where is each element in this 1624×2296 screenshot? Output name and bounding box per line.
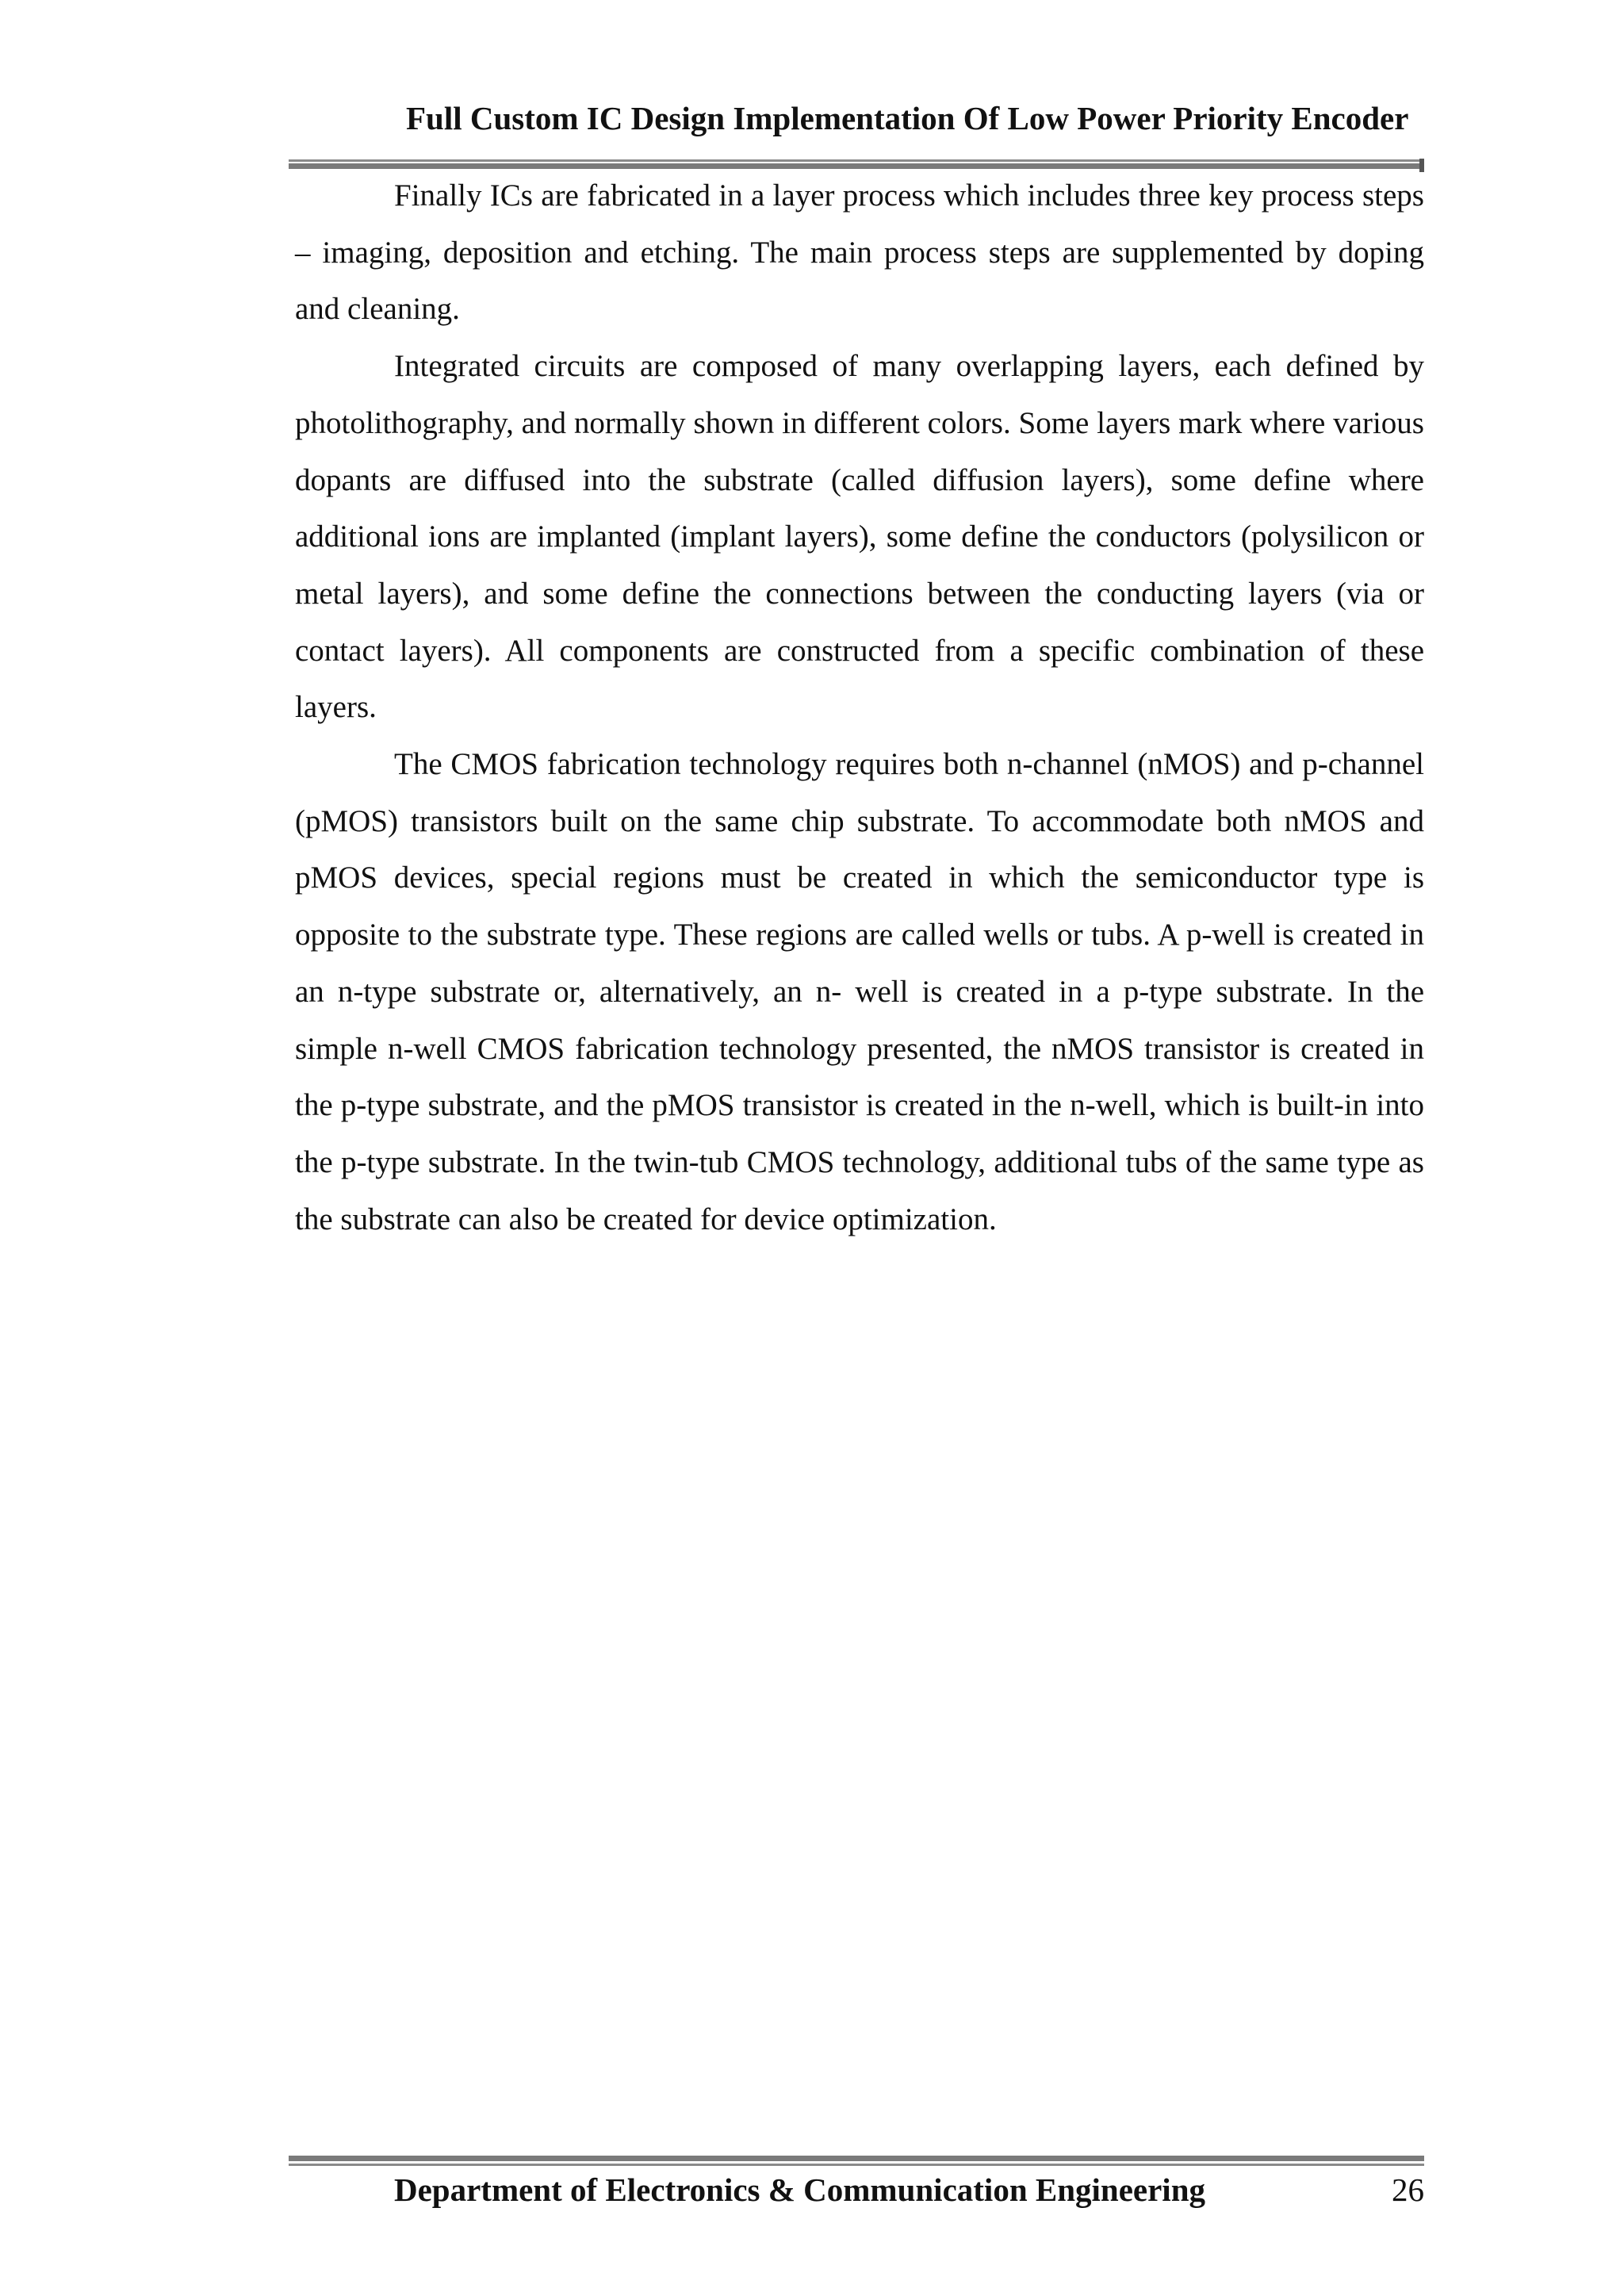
- paragraph-layers: Integrated circuits are composed of many overlapping layers, each defined by photolithography, and normally shown in different colors. Some layers mark where various dopants are diffused into the substrate (called diffusion layers), some define where additional ions are implanted (implant layers), some define the conductors (polysilicon or metal layers), and some define the connections between the conducting layers (via or contact layers). All components are constructed from a specific combination of these layers.: [295, 349, 1424, 725]
- header-title: Full Custom IC Design Implementation Of Low Power Priority Encoder: [406, 100, 1409, 136]
- header-rule-thin: [289, 159, 1424, 162]
- footer-rule-thick: [289, 2156, 1424, 2161]
- paragraph-fabrication-steps: Finally ICs are fabricated in a layer process which includes three key process steps – imaging, deposition and etching. The main process steps are supplemented by doping and cleaning.: [295, 178, 1424, 327]
- footer-department: Department of Electronics & Communication Engineering: [394, 2171, 1205, 2208]
- footer-rule-thin: [289, 2164, 1424, 2166]
- body-text: [295, 167, 1424, 1248]
- page-number: 26: [1392, 2171, 1424, 2208]
- paragraph-cmos-wells: The CMOS fabrication technology requires both n-channel (nMOS) and p-channel (pMOS) transistors built on the same chip substrate. To accommodate both nMOS and pMOS devices, special regions must be created in which the semiconductor type is opposite to the substrate type. These regions are called wells or tubs. A p-well is created in an n-type substrate or, alternatively, an n- well is created in a p-type substrate. In the simple n-well CMOS fabrication technology presented, the nMOS transistor is created in the p-type substrate, and the pMOS transistor is created in the n-well, which is built-in into the p-type substrate. In the twin-tub CMOS technology, additional tubs of the same type as the substrate can also be created for device optimization.: [295, 747, 1424, 1236]
